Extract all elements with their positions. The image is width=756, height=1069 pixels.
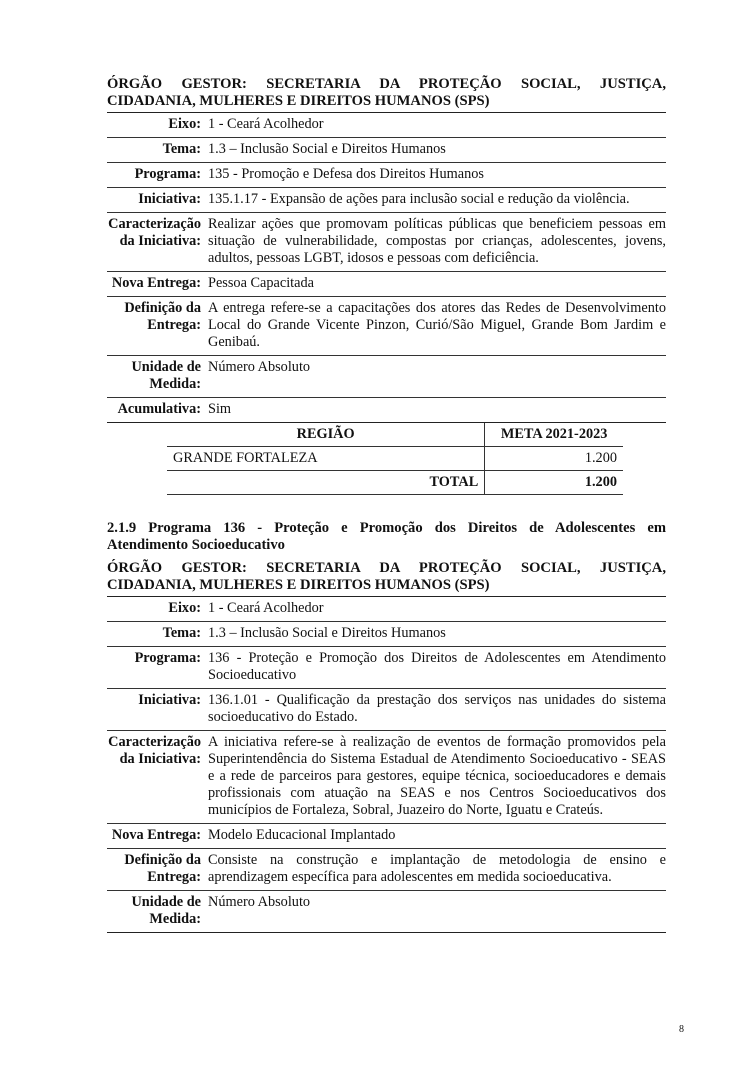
value-definicao: A entrega refere-se a capacitações dos atores das Redes de Desenvolvimento Local do Grande Vicente Pinzon, Curió/São Miguel, Grande Bom Jardim e Genibaú. — [208, 300, 666, 350]
value-eixo: 1 - Ceará Acolhedor — [208, 116, 324, 132]
label-caracterizacao: Caracterização da Iniciativa: — [108, 734, 201, 767]
value-nova-entrega: Pessoa Capacitada — [208, 275, 314, 291]
info-table-1 — [107, 113, 666, 423]
row-nova-entrega — [107, 272, 666, 297]
total-row — [167, 471, 623, 495]
row-caracterizacao — [107, 731, 666, 824]
label-iniciativa: Iniciativa: — [138, 692, 201, 708]
row-caracterizacao — [107, 213, 666, 272]
label-nova-entrega: Nova Entrega: — [111, 827, 201, 843]
value-iniciativa: 136.1.01 - Qualificação da prestação dos serviços nas unidades do sistema socioeducativo do Estado. — [208, 692, 666, 725]
label-tema: Tema: — [162, 625, 201, 641]
header-meta: META 2021-2023 — [485, 423, 623, 447]
page-number: 8 — [679, 1024, 684, 1035]
row-iniciativa — [107, 689, 666, 731]
value-unidade: Número Absoluto — [208, 359, 311, 375]
label-eixo: Eixo: — [168, 600, 201, 616]
value-programa: 135 - Promoção e Defesa dos Direitos Humanos — [208, 166, 484, 182]
cell-total-value: 1.200 — [485, 471, 623, 495]
row-programa — [107, 163, 666, 188]
header-regiao: REGIÃO — [167, 423, 485, 447]
row-definicao — [107, 849, 666, 891]
row-iniciativa — [107, 188, 666, 213]
label-unidade: Unidade de Medida: — [131, 359, 201, 392]
value-tema: 1.3 – Inclusão Social e Direitos Humanos — [208, 141, 446, 157]
row-definicao — [107, 297, 666, 356]
label-unidade: Unidade de Medida: — [131, 894, 201, 927]
label-caracterizacao: Caracterização da Iniciativa: — [108, 216, 201, 249]
label-eixo: Eixo: — [168, 116, 201, 132]
row-nova-entrega — [107, 824, 666, 849]
section-title-line-2: Atendimento Socioeducativo — [107, 537, 285, 553]
cell-region: GRANDE FORTALEZA — [167, 447, 485, 471]
value-eixo: 1 - Ceará Acolhedor — [208, 600, 324, 616]
row-programa — [107, 647, 666, 689]
value-caracterizacao: Realizar ações que promovam políticas públicas que beneficiem pessoas em situação de vulnerabilidade, compostas por crianças, adolescentes, jovens, adultos, pessoas LGBT, idosos e pessoas com deficiência. — [208, 216, 666, 266]
row-unidade — [107, 891, 666, 933]
orgao-gestor-heading-1 — [107, 76, 666, 113]
orgao-line-1: ÓRGÃO GESTOR: SECRETARIA DA PROTEÇÃO SOCIAL, JUSTIÇA, — [107, 76, 666, 92]
table-row — [167, 447, 623, 471]
row-acumulativa — [107, 398, 666, 423]
orgao-line-1: ÓRGÃO GESTOR: SECRETARIA DA PROTEÇÃO SOCIAL, JUSTIÇA, — [107, 560, 666, 576]
section-title — [107, 520, 666, 554]
row-tema — [107, 138, 666, 163]
cell-total-label: TOTAL — [167, 471, 485, 495]
orgao-gestor-heading-2 — [107, 560, 666, 597]
value-nova-entrega: Modelo Educacional Implantado — [208, 827, 396, 843]
info-table-2 — [107, 597, 666, 933]
label-definicao: Definição da Entrega: — [124, 300, 201, 333]
row-eixo — [107, 113, 666, 138]
label-nova-entrega: Nova Entrega: — [111, 275, 201, 291]
label-tema: Tema: — [162, 141, 201, 157]
value-unidade: Número Absoluto — [208, 894, 311, 910]
value-caracterizacao: A iniciativa refere-se à realização de eventos de formação promovidos pela Superintendência do Sistema Estadual de Atendimento Socioeducativo - SEAS e a rede de parceiros para gestores, equipe técnica, socioeducadores e demais profissionais com atuação na SEAS e nos Centros Socioeducativos dos municípios de Fortaleza, Sobral, Juazeiro do Norte, Iguatu e Crateús. — [208, 734, 666, 818]
cell-region-value: 1.200 — [485, 447, 623, 471]
row-tema — [107, 622, 666, 647]
label-programa: Programa: — [134, 166, 201, 182]
value-acumulativa: Sim — [208, 401, 232, 417]
section-title-line-1: 2.1.9 Programa 136 - Proteção e Promoção dos Direitos de Adolescentes em — [107, 520, 666, 536]
orgao-line-2: CIDADANIA, MULHERES E DIREITOS HUMANOS (SPS) — [107, 577, 490, 593]
label-programa: Programa: — [134, 650, 201, 666]
label-iniciativa: Iniciativa: — [138, 191, 201, 207]
row-eixo — [107, 597, 666, 622]
metas-header-row — [167, 423, 623, 447]
metas-table — [167, 423, 623, 495]
page-content — [107, 76, 666, 933]
value-iniciativa: 135.1.17 - Expansão de ações para inclusão social e redução da violência. — [208, 191, 630, 207]
value-definicao: Consiste na construção e implantação de metodologia de ensino e aprendizagem específica para adolescentes em medida socioeducativa. — [208, 852, 666, 885]
value-programa: 136 - Proteção e Promoção dos Direitos de Adolescentes em Atendimento Socioeducativo — [208, 650, 666, 683]
row-unidade — [107, 356, 666, 398]
value-tema: 1.3 – Inclusão Social e Direitos Humanos — [208, 625, 446, 641]
label-acumulativa: Acumulativa: — [117, 401, 201, 417]
orgao-line-2: CIDADANIA, MULHERES E DIREITOS HUMANOS (SPS) — [107, 93, 490, 109]
label-definicao: Definição da Entrega: — [124, 852, 201, 885]
